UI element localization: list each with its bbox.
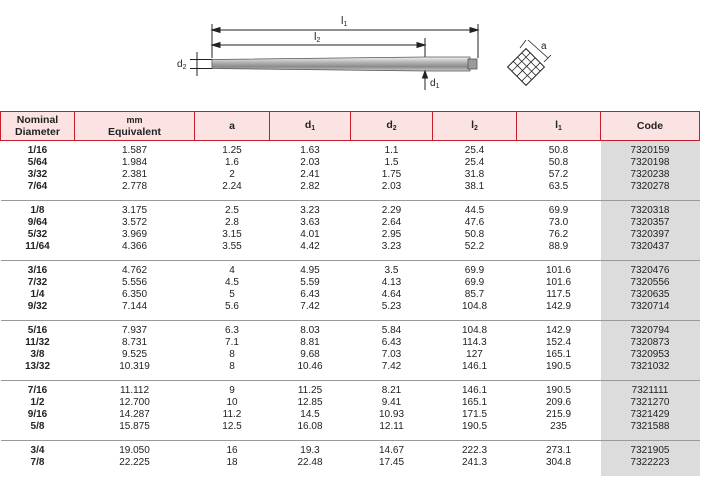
cell-d1: 22.48 (297, 457, 323, 468)
cell-nominal-diameter: 5/8 (30, 421, 45, 432)
header-l2: $l_2$ (433, 112, 517, 141)
table-row (1, 349, 700, 361)
cell-l1: 57.2 (548, 169, 569, 180)
cell-code: 7320238 (601, 169, 700, 181)
cell-nominal-diameter: 3/16 (27, 265, 48, 276)
cell-d1: 4.01 (300, 229, 320, 240)
table-row (1, 325, 700, 337)
cell-code: 7320476 (601, 265, 700, 277)
cell-d2: 10.93 (378, 409, 405, 420)
cell-d2: 7.03 (381, 349, 402, 360)
cell-code: 7322223 (601, 457, 700, 469)
cell-l1: 69.9 (548, 205, 569, 216)
cell-l2: 25.4 (464, 145, 485, 156)
cell-l1: 63.5 (548, 181, 569, 192)
cell-nominal-diameter: 7/8 (30, 457, 45, 468)
cell-d2: 14.67 (378, 445, 405, 456)
spacer-row (1, 373, 700, 381)
cell-nominal-diameter: 5/16 (27, 325, 48, 336)
cell-d1: 2.82 (300, 181, 320, 192)
cell-mm-equivalent: 1.984 (121, 157, 148, 168)
cell-mm-equivalent: 4.366 (121, 241, 148, 252)
table-row (1, 229, 700, 241)
cell-mm-equivalent: 4.762 (121, 265, 148, 276)
cell-mm-equivalent: 1.587 (121, 145, 148, 156)
row-group (1, 141, 700, 201)
header-a: a (195, 112, 270, 141)
cell-nominal-diameter: 11/64 (25, 241, 50, 252)
cell-d1: 3.63 (300, 217, 320, 228)
cell-mm-equivalent: 7.144 (121, 301, 148, 312)
table-row (1, 181, 700, 193)
row-group (1, 321, 700, 381)
cell-l1: 101.6 (545, 277, 572, 288)
cell-d1: 4.42 (300, 241, 320, 252)
cell-mm-equivalent: 14.287 (119, 409, 150, 420)
row-group (1, 381, 700, 441)
cell-a: 5.6 (225, 301, 239, 312)
cell-d1: 2.41 (300, 169, 320, 180)
table-row (1, 301, 700, 313)
cell-a: 8 (229, 349, 235, 360)
cell-a: 2.5 (225, 205, 239, 216)
cell-d1: 8.81 (300, 337, 320, 348)
cell-l2: 104.8 (461, 301, 488, 312)
cell-code: 7320357 (601, 217, 700, 229)
cell-code: 7320873 (601, 337, 700, 349)
cell-code: 7320953 (601, 349, 700, 361)
cell-d2: 6.43 (381, 337, 402, 348)
cell-a: 4 (229, 265, 235, 276)
cell-code: 7320437 (601, 241, 700, 253)
table-row (1, 277, 700, 289)
row-group (1, 441, 700, 477)
cell-d2: 8.21 (381, 385, 402, 396)
cell-l2: 241.3 (461, 457, 488, 468)
cell-l1: 235 (550, 421, 567, 432)
cell-d1: 1.63 (300, 145, 320, 156)
cell-code: 7320714 (601, 301, 700, 313)
cell-d2: 2.03 (381, 181, 402, 192)
d1-label: $d_1$ (430, 78, 440, 90)
spacer-row (1, 469, 700, 476)
cell-nominal-diameter: 7/32 (27, 277, 48, 288)
cell-d2: 12.11 (379, 421, 404, 432)
cell-mm-equivalent: 9.525 (121, 349, 148, 360)
cell-nominal-diameter: 5/32 (27, 229, 48, 240)
cell-l1: 209.6 (545, 397, 572, 408)
table-row (1, 397, 700, 409)
table-header (1, 112, 700, 141)
cell-a: 4.5 (225, 277, 239, 288)
table-row (1, 385, 700, 397)
header-mm-equivalent: mm Equivalent (75, 112, 195, 141)
cell-l2: 190.5 (461, 421, 488, 432)
cell-l2: 127 (466, 349, 483, 360)
cell-nominal-diameter: 9/32 (27, 301, 48, 312)
d2-label: $d_2$ (177, 59, 187, 71)
spacer-row (1, 313, 700, 321)
cell-l2: 222.3 (461, 445, 488, 456)
cell-code: 7321588 (601, 421, 700, 433)
row-group (1, 201, 700, 261)
cell-mm-equivalent: 7.937 (121, 325, 148, 336)
cell-mm-equivalent: 10.319 (119, 361, 150, 372)
cell-mm-equivalent: 3.572 (121, 217, 148, 228)
cell-l1: 50.8 (548, 145, 569, 156)
cell-l2: 47.6 (464, 217, 485, 228)
cell-d2: 4.64 (381, 289, 402, 300)
cell-d1: 5.59 (300, 277, 320, 288)
cell-d2: 1.75 (381, 169, 402, 180)
cell-d1: 3.23 (300, 205, 320, 216)
cell-d1: 11.25 (297, 385, 323, 396)
cell-d2: 17.45 (378, 457, 405, 468)
table-row (1, 169, 700, 181)
reamer-diagram (0, 0, 701, 110)
cell-d2: 4.13 (381, 277, 402, 288)
d2-dimension (190, 52, 212, 76)
cell-code: 7320278 (601, 181, 700, 193)
spacer-row (1, 253, 700, 261)
header-d1: $d_1$ (270, 112, 351, 141)
cell-l2: 52.2 (464, 241, 485, 252)
cell-l1: 101.6 (545, 265, 572, 276)
cell-l2: 114.3 (462, 337, 487, 348)
cell-d1: 8.03 (300, 325, 320, 336)
cell-l1: 117.5 (546, 289, 571, 300)
cell-a: 3.15 (222, 229, 242, 240)
cell-mm-equivalent: 2.778 (121, 181, 148, 192)
cell-a: 9 (229, 385, 235, 396)
table-row (1, 217, 700, 229)
cell-nominal-diameter: 9/16 (27, 409, 48, 420)
cell-mm-equivalent: 3.969 (121, 229, 148, 240)
l2-label: l2 (314, 31, 321, 44)
cell-l2: 146.1 (461, 385, 488, 396)
cell-l2: 165.1 (461, 397, 488, 408)
cell-l2: 104.8 (461, 325, 488, 336)
cell-code: 7321905 (601, 445, 700, 457)
cell-a: 12.5 (222, 421, 242, 432)
cell-nominal-diameter: 3/4 (30, 445, 45, 456)
cell-l1: 190.5 (545, 385, 572, 396)
cell-d1: 14.5 (300, 409, 320, 420)
cell-d1: 7.42 (300, 301, 320, 312)
cell-code: 7321429 (601, 409, 700, 421)
cell-l1: 142.9 (545, 301, 572, 312)
cell-l1: 215.9 (545, 409, 572, 420)
cell-nominal-diameter: 1/8 (30, 205, 45, 216)
cell-d2: 3.5 (384, 265, 399, 276)
cell-a: 3.55 (222, 241, 242, 252)
cell-a: 1.6 (225, 157, 239, 168)
cell-d2: 5.84 (381, 325, 402, 336)
cell-d1: 16.08 (297, 421, 323, 432)
table-row (1, 157, 700, 169)
cell-l2: 50.8 (464, 229, 485, 240)
cell-code: 7320794 (601, 325, 700, 337)
cell-mm-equivalent: 2.381 (121, 169, 148, 180)
cell-d2: 2.29 (381, 205, 402, 216)
cell-l2: 85.7 (464, 289, 485, 300)
cell-l2: 69.9 (464, 277, 485, 288)
table-row (1, 241, 700, 253)
cell-nominal-diameter: 13/32 (24, 361, 51, 372)
cell-l1: 142.9 (545, 325, 572, 336)
cell-a: 18 (226, 457, 238, 468)
l1-label: l1 (341, 15, 348, 28)
cell-l1: 73.0 (548, 217, 569, 228)
table-row (1, 445, 700, 457)
cell-d1: 6.43 (300, 289, 320, 300)
table-row (1, 289, 700, 301)
cell-code: 7320556 (601, 277, 700, 289)
cell-nominal-diameter: 7/64 (27, 181, 48, 192)
cell-a: 7.1 (225, 337, 239, 348)
cell-d2: 5.23 (381, 301, 402, 312)
cell-code: 7320198 (601, 157, 700, 169)
cell-d1: 10.46 (297, 361, 323, 372)
cell-l2: 44.5 (464, 205, 485, 216)
cell-l1: 304.8 (545, 457, 572, 468)
cell-nominal-diameter: 7/16 (27, 385, 48, 396)
cell-d1: 2.03 (300, 157, 320, 168)
cell-code: 7320318 (601, 205, 700, 217)
cell-l1: 152.4 (545, 337, 572, 348)
cell-a: 8 (229, 361, 235, 372)
cell-mm-equivalent: 15.875 (119, 421, 150, 432)
cell-mm-equivalent: 3.175 (121, 205, 148, 216)
cell-d2: 1.1 (384, 145, 399, 156)
header-nominal-diameter: Nominal Diameter (1, 112, 75, 141)
cell-nominal-diameter: 1/16 (27, 145, 48, 156)
table-row (1, 457, 700, 469)
cell-d2: 2.95 (381, 229, 402, 240)
cell-l2: 25.4 (464, 157, 485, 168)
cell-d2: 7.42 (381, 361, 402, 372)
row-group (1, 261, 700, 321)
cell-code: 7321111 (601, 385, 700, 397)
cell-l1: 165.1 (545, 349, 572, 360)
cell-nominal-diameter: 3/8 (30, 349, 45, 360)
cell-code: 7320159 (601, 145, 700, 157)
table-row (1, 265, 700, 277)
cell-mm-equivalent: 12.700 (119, 397, 150, 408)
cell-l1: 273.1 (545, 445, 572, 456)
cell-nominal-diameter: 1/2 (30, 397, 45, 408)
cell-a: 2 (229, 169, 235, 180)
cell-mm-equivalent: 22.225 (119, 457, 150, 468)
cell-l1: 88.9 (548, 241, 569, 252)
table-row (1, 145, 700, 157)
cell-l2: 31.8 (464, 169, 485, 180)
reamer-tang (468, 59, 477, 69)
d1-dimension (423, 71, 428, 90)
cell-nominal-diameter: 3/32 (27, 169, 48, 180)
table-row (1, 421, 700, 433)
cell-a: 5 (229, 289, 235, 300)
cell-d2: 2.64 (381, 217, 402, 228)
reamer-spec-table (0, 111, 700, 476)
cell-l1: 50.8 (548, 157, 569, 168)
cell-l2: 69.9 (464, 265, 485, 276)
cell-mm-equivalent: 11.112 (119, 385, 150, 396)
table-row (1, 409, 700, 421)
cell-nominal-diameter: 9/64 (27, 217, 48, 228)
cell-l1: 76.2 (548, 229, 569, 240)
cell-a: 6.3 (225, 325, 239, 336)
cell-d1: 19.3 (300, 445, 320, 456)
cell-d1: 4.95 (300, 265, 320, 276)
cell-d2: 1.5 (384, 157, 399, 168)
cell-a: 11.2 (222, 409, 242, 420)
cell-a: 1.25 (222, 145, 242, 156)
cell-nominal-diameter: 1/4 (30, 289, 45, 300)
table-row (1, 361, 700, 373)
header-code: Code (601, 112, 700, 141)
spacer-row (1, 433, 700, 441)
cell-a: 10 (226, 397, 238, 408)
table-row (1, 205, 700, 217)
cell-code: 7321270 (601, 397, 700, 409)
cell-a: 2.24 (222, 181, 242, 192)
table-row (1, 337, 700, 349)
spacer-row (1, 193, 700, 201)
cell-d2: 9.41 (381, 397, 402, 408)
cell-mm-equivalent: 19.050 (119, 445, 150, 456)
cell-d2: 3.23 (381, 241, 402, 252)
cell-nominal-diameter: 11/32 (25, 337, 50, 348)
cell-a: 2.8 (225, 217, 239, 228)
cell-mm-equivalent: 5.556 (121, 277, 148, 288)
cell-mm-equivalent: 8.731 (121, 337, 148, 348)
l1-dimension (212, 24, 478, 58)
header-d2: $d_2$ (351, 112, 433, 141)
cell-a: 16 (226, 445, 238, 456)
cell-l2: 38.1 (464, 181, 485, 192)
cell-d1: 12.85 (297, 397, 323, 408)
cell-mm-equivalent: 6.350 (121, 289, 148, 300)
cell-code: 7321032 (601, 361, 700, 373)
cell-l2: 146.1 (461, 361, 488, 372)
cell-l2: 171.5 (461, 409, 488, 420)
cell-code: 7320397 (601, 229, 700, 241)
cell-nominal-diameter: 5/64 (27, 157, 48, 168)
reamer-body (212, 57, 470, 71)
a-label: a (541, 41, 547, 52)
cell-code: 7320635 (601, 289, 700, 301)
header-l1: $l_1$ (517, 112, 601, 141)
cell-l1: 190.5 (545, 361, 572, 372)
cell-d1: 9.68 (300, 349, 320, 360)
